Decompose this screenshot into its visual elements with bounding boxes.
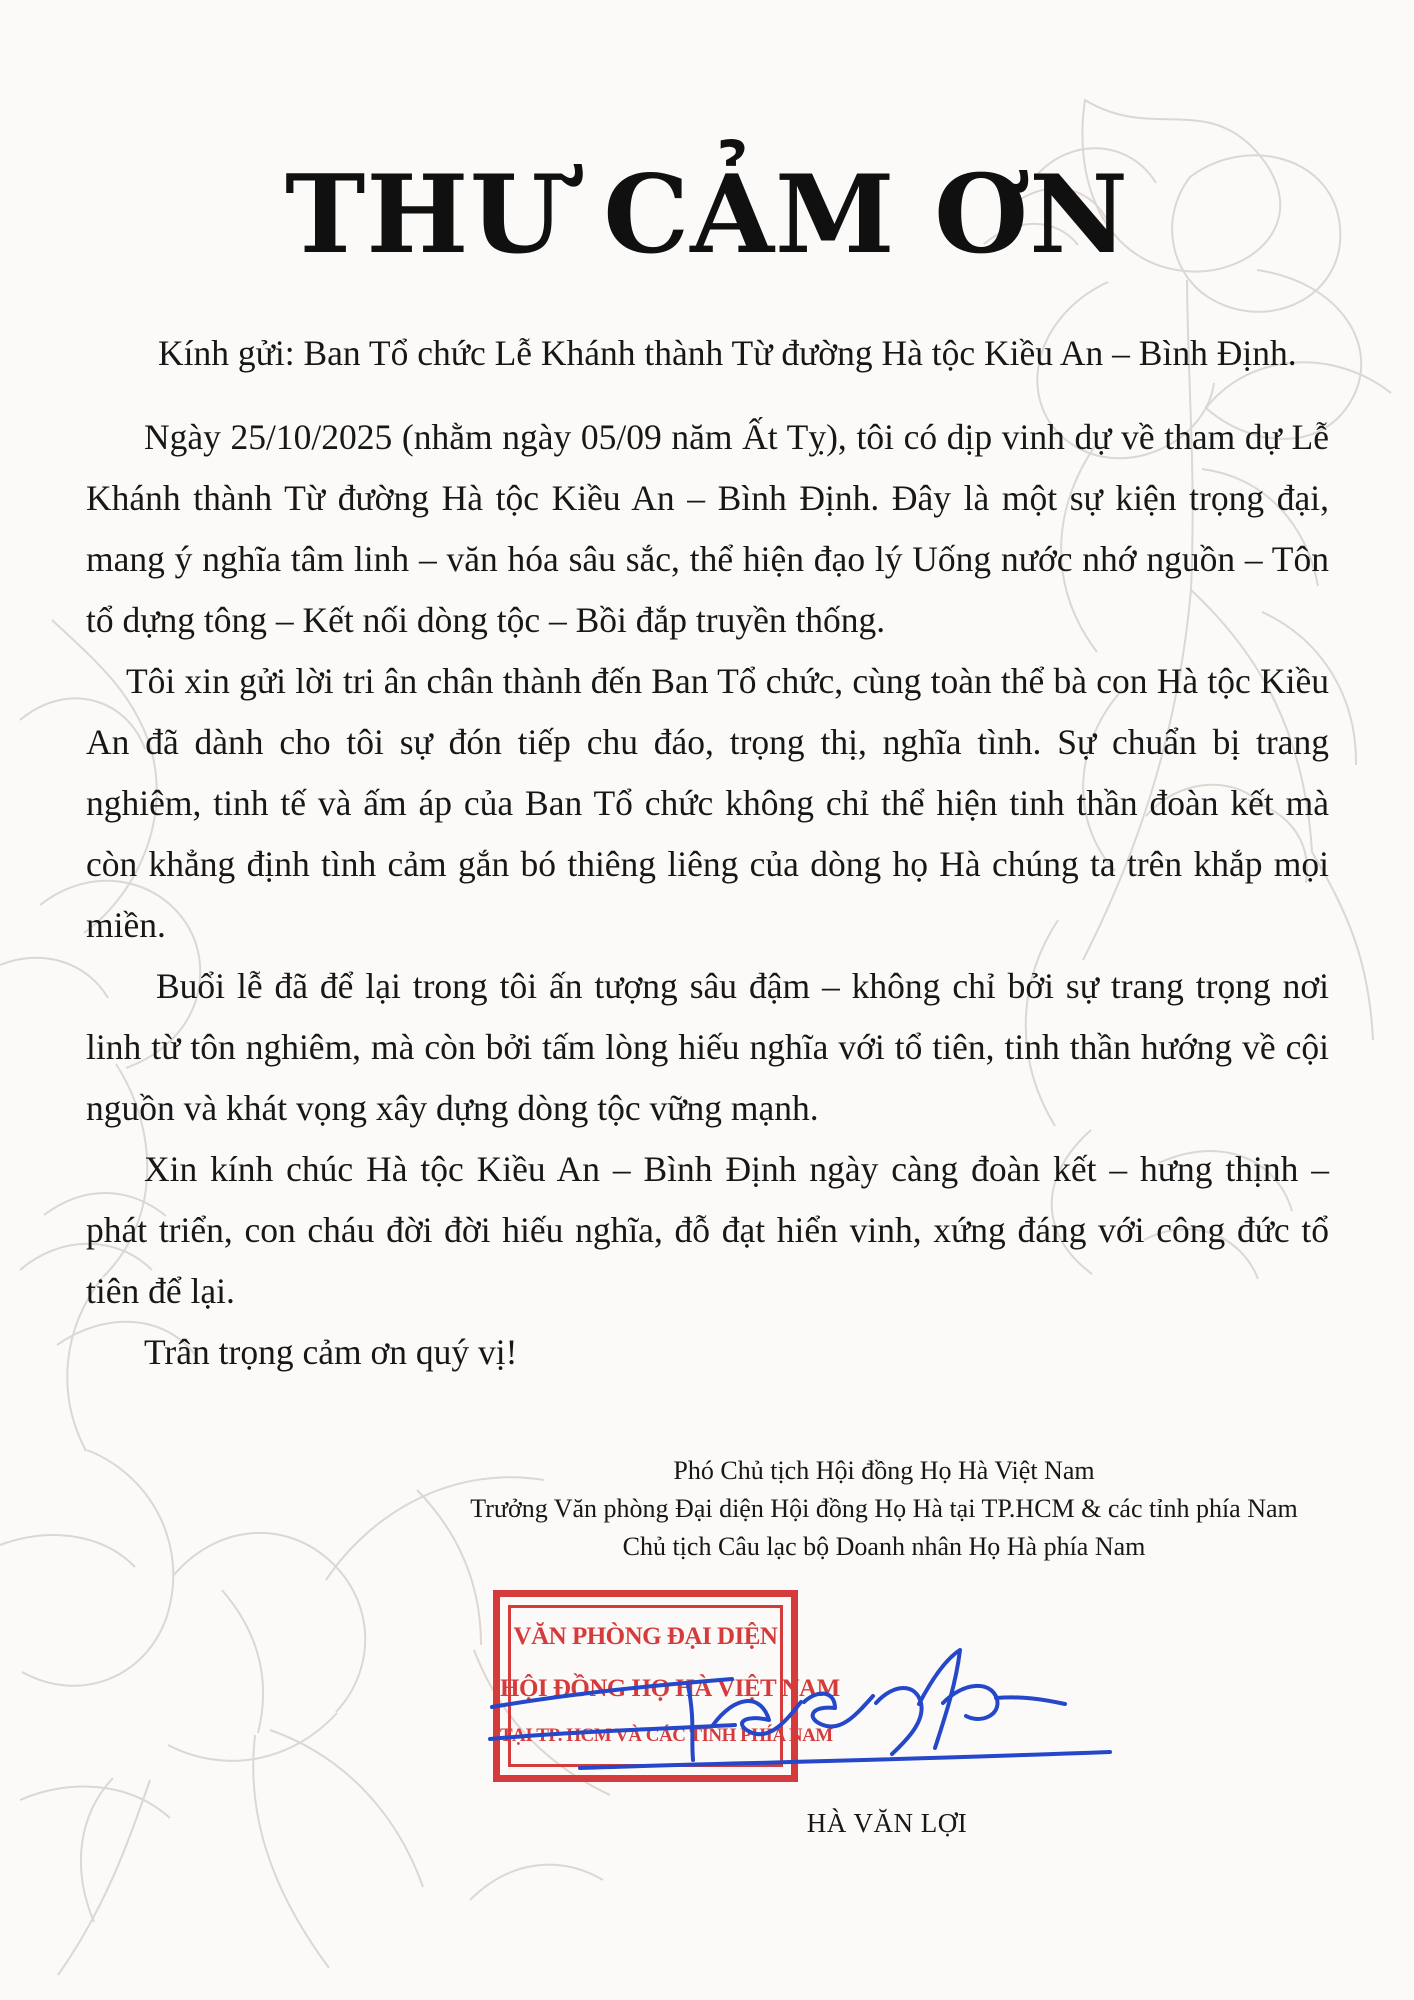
signature-title-line: Trưởng Văn phòng Đại diện Hội đồng Họ Hà tại TP.HCM & các tỉnh phía Nam xyxy=(470,1494,1298,1523)
stamp-line: TẠI TP. HCM VÀ CÁC TỈNH PHÍA NAM xyxy=(500,1725,833,1746)
handwritten-signature xyxy=(480,1645,1130,1785)
body-paragraph: Ngày 25/10/2025 (nhằm ngày 05/09 năm Ất Tỵ), tôi có dịp vinh dự về tham dự Lễ Khánh thành Từ đường Hà tộc Kiều An – Bình Định. Đây là một sự kiện trọng đại, mang ý nghĩa tâm linh – văn hóa sâu sắc, thể hiện đạo lý Uống nước nhớ nguồn – Tôn tổ dựng tông – Kết nối dòng tộc – Bồi đắp truyền thống. xyxy=(86,417,1329,640)
signer-name: HÀ VĂN LỢI xyxy=(806,1808,968,1838)
body-paragraph: Buổi lễ đã để lại trong tôi ấn tượng sâu đậm – không chỉ bởi sự trang trọng nơi linh từ tôn nghiêm, mà còn bởi tấm lòng hiếu nghĩa với tổ tiên, tinh thần hướng về cội nguồn và khát vọng xây dựng dòng tộc vững mạnh. xyxy=(86,966,1329,1128)
body-paragraph: Xin kính chúc Hà tộc Kiều An – Bình Định ngày càng đoàn kết – hưng thịnh – phát triển, con cháu đời đời hiếu nghĩa, đỗ đạt hiển vinh, xứng đáng với công đức tổ tiên để lại. xyxy=(86,1149,1329,1311)
letter-body xyxy=(86,323,1329,1383)
signature-titles xyxy=(424,1452,1344,1566)
signature-title-line: Phó Chủ tịch Hội đồng Họ Hà Việt Nam xyxy=(673,1456,1095,1485)
greeting-paragraph: Kính gửi: Ban Tổ chức Lễ Khánh thành Từ đường Hà tộc Kiều An – Bình Định. xyxy=(158,333,1297,373)
stamp-line: VĂN PHÒNG ĐẠI DIỆN xyxy=(513,1623,778,1650)
signature-title-line: Chủ tịch Câu lạc bộ Doanh nhân Họ Hà phía Nam xyxy=(622,1532,1146,1561)
closing-line: Trân trọng cảm ơn quý vị! xyxy=(144,1332,518,1372)
letter-title: THƯ CẢM ƠN xyxy=(285,152,1129,278)
stamp-line: HỘI ĐỒNG HỌ HÀ VIỆT NAM xyxy=(500,1675,840,1702)
body-paragraph: Tôi xin gửi lời tri ân chân thành đến Ban Tổ chức, cùng toàn thể bà con Hà tộc Kiều An đã dành cho tôi sự đón tiếp chu đáo, trọng thị, nghĩa tình. Sự chuẩn bị trang nghiêm, tinh tế và ấm áp của Ban Tổ chức không chỉ thể hiện tinh thần đoàn kết mà còn khẳng định tình cảm gắn bó thiêng liêng của dòng họ Hà chúng ta trên khắp mọi miền. xyxy=(86,661,1329,945)
